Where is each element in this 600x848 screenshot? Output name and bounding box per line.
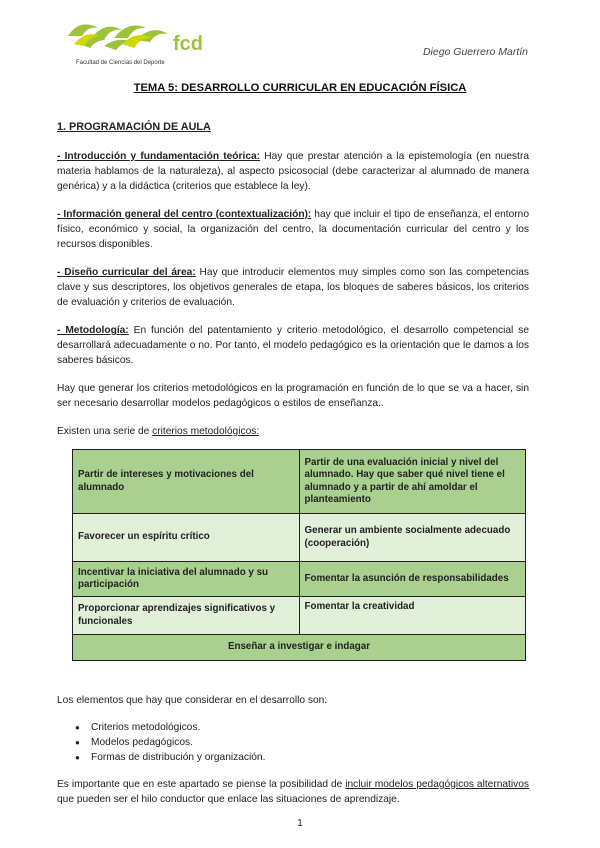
table-row [73, 514, 526, 562]
section-title: 1. PROGRAMACIÓN DE AULA [57, 121, 211, 133]
closing-paragraph [57, 777, 529, 807]
elements-list [75, 720, 529, 765]
paragraph-lead: - Introducción y fundamentación teórica: [57, 151, 261, 162]
table-cell: Partir de una evaluación inicial y nivel del alumnado. Hay que saber qué nivel tiene el alumnado y a partir de ahí amoldar el planteamiento [299, 450, 526, 514]
table-cell: Partir de intereses y motivaciones del alumnado [73, 450, 300, 514]
paragraph-diseno-curricular [57, 265, 529, 310]
paragraph-criterios-generar: Hay que generar los criterios metodológicos en la programación en función de lo que se va a hacer, sin ser necesario desarrollar modelos pedagógicos o estilos de enseñanza.. [57, 383, 529, 409]
closing-text-after: que pueden ser el hilo conductor que enlace las situaciones de aprendizaje. [57, 793, 400, 805]
paragraph-text: En función del patentamiento y criterio metodológico, el desarrollo competencial se desarrollará adecuadamente o no. Por tanto, el modelo pedagógico es la orientación que le damos a los saberes básicos. [57, 325, 529, 366]
table-cell: Proporcionar aprendizajes significativos y funcionales [73, 597, 300, 635]
criteria-intro-link: criterios metodológicos: [152, 426, 260, 437]
closing-text-before: Es importante que en este apartado se piense la posibilidad de [57, 778, 346, 790]
table-row [73, 635, 526, 661]
table-row [73, 450, 526, 514]
table-row [73, 597, 526, 635]
table-footer-cell: Enseñar a investigar e indagar [73, 635, 526, 661]
page-number: 1 [297, 818, 303, 829]
table-cell: Fomentar la creatividad [299, 597, 526, 635]
paragraph-metodologia [57, 323, 529, 368]
paragraph-introduccion [57, 149, 529, 194]
list-item: ● Modelos pedagógicos. [75, 735, 529, 750]
closing-link: incluir modelos pedagógicos alternativos [345, 778, 530, 790]
author-name: Diego Guerrero Martín [422, 46, 528, 58]
paragraph-text: Hay que introducir elementos muy simples como son las competencias clave y sus descriptores, los objetivos generales de etapa, los bloques de saberes básicos, los criterios de evaluación y criterios de evaluación. [57, 267, 529, 308]
criteria-table [72, 449, 526, 661]
faculty-logo-graphic [60, 14, 210, 74]
criteria-intro [57, 424, 529, 439]
list-item: ● Formas de distribución y organización. [75, 750, 529, 765]
paragraph-text: Hay que prestar atención a la epistemología (en nuestra materia hablamos de la naturaleza), al aspecto psicosocial (debe caracterizar al alumnado de manera genérica) y a la didáctica (criterios que establece la ley). [57, 151, 529, 192]
table-cell: Favorecer un espíritu crítico [73, 514, 300, 562]
paragraph-lead: - Diseño curricular del área: [57, 267, 196, 278]
paragraph-lead: - Metodología: [57, 325, 129, 336]
paragraph-informacion-centro [57, 207, 529, 252]
elements-intro: Los elementos que hay que considerar en el desarrollo son: [57, 694, 328, 706]
table-cell: Fomentar la asunción de responsabilidades [299, 562, 526, 597]
table-cell: Generar un ambiente socialmente adecuado (cooperación) [299, 514, 526, 562]
table-cell: Incentivar la iniciativa del alumnado y su participación [73, 562, 300, 597]
faculty-logo [60, 14, 210, 74]
table-row [73, 562, 526, 597]
criteria-intro-text: Existen una serie de [57, 426, 153, 437]
paragraph-text: hay que incluir el tipo de enseñanza, el entorno físico, económico y social, la organización del centro, la documentación curricular del centro y los recursos disponibles. [57, 209, 529, 250]
main-content [57, 120, 529, 820]
logo-text: fcd [173, 33, 203, 55]
paragraph-lead: - Información general del centro (contextualización): [57, 209, 312, 220]
page-title: TEMA 5: DESARROLLO CURRICULAR EN EDUCACIÓN FÍSICA [133, 82, 467, 94]
list-item: ● Criterios metodológicos. [75, 720, 529, 735]
logo-subtitle: Facultad de Ciencias del Deporte [76, 60, 165, 66]
